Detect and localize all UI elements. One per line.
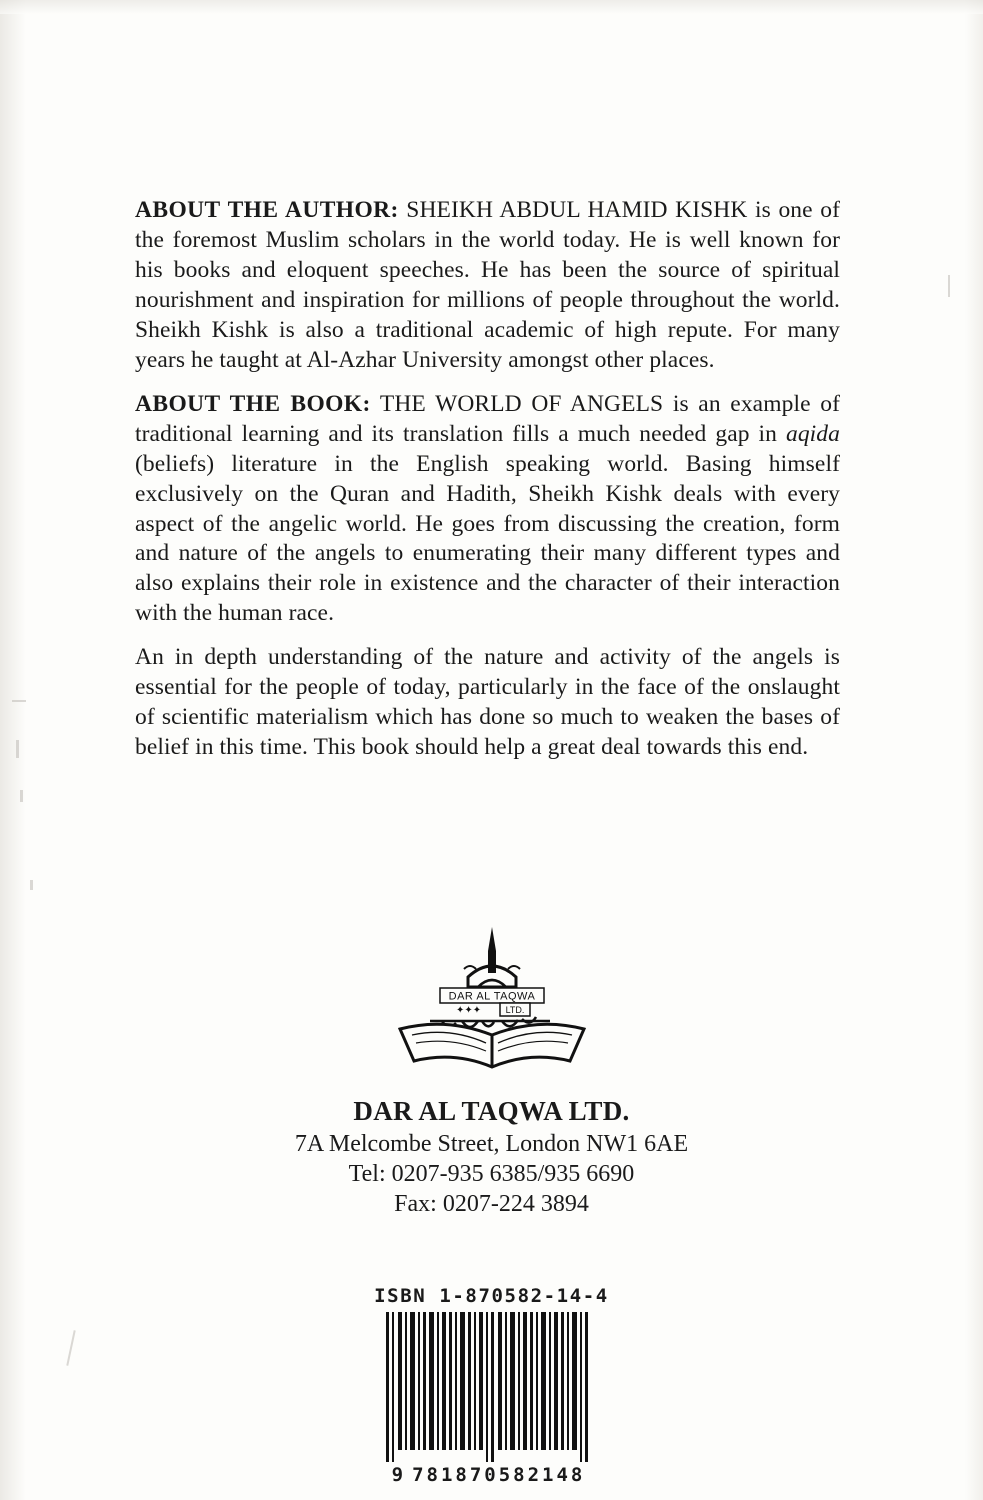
publisher-name: DAR AL TAQWA LTD. [353,1096,630,1126]
about-the-author-body: SHEIKH ABDUL HAMID KISHK is one of the foremost Muslim scholars in the world today. He is well known for his books and eloquent speeches. He has been the source of spiritual nourishment and inspiration for millions of people throughout the world. Sheikh Kishk is also a traditional academic of high repute. For many years he taught at Al-Azhar University amongst other places. [135,197,841,373]
publisher-logo-block [0,925,983,1075]
about-the-author-paragraph [135,196,840,376]
barcode-digits-main: 781870 [412,1464,499,1486]
svg-text:LTD.: LTD. [505,1005,524,1015]
svg-text:✦✦✦: ✦✦✦ [455,1005,481,1016]
barcode-icon [382,1312,602,1462]
about-the-author-label: ABOUT THE AUTHOR: [135,197,399,223]
closing-paragraph-body: An in depth understanding of the nature and activity of the angels is essential for the people of today, particularly in the face of the onslaught of scientific materialism which has done so much to weaken the bases of belief in this time. This book should help a great deal towards this end. [135,644,840,761]
closing-paragraph [135,643,840,763]
scan-speck [30,880,33,890]
scan-speck [12,700,26,702]
scan-speck [20,790,23,802]
back-cover-text [135,196,840,763]
about-the-book-label: ABOUT THE BOOK: [135,390,371,417]
about-the-book-body-before: THE WORLD OF ANGELS is an example of traditional learning and its translation fills a much needed gap in [135,390,840,447]
scan-edge-left [0,0,26,1500]
barcode-digits-tail: 582148 [498,1464,586,1486]
scan-speck [16,740,19,758]
dar-al-taqwa-logo-icon [382,925,602,1070]
scan-speck [948,275,950,297]
barcode-digits [0,1464,983,1486]
about-the-book-paragraph [135,390,840,630]
about-the-book-italic-term: aqida [785,420,840,447]
publisher-telephone: Tel: 0207-935 6385/935 6690 [348,1161,635,1188]
publisher-fax: Fax: 0207-224 3894 [394,1190,589,1217]
about-the-book-body-after: (beliefs) literature in the English speaking world. Basing himself exclusively on the Quran and Hadith, Sheikh Kishk deals with every aspect of the angelic world. He goes from discussing the creation, form and nature of the angels to enumerating their many different types and also explains their role in existence and the character of their interaction with the human race. [135,450,840,627]
scan-edge-right [965,0,983,1500]
barcode-digit-lead: 9 [391,1464,407,1486]
barcode-block [0,1285,983,1486]
publisher-address: 7A Melcombe Street, London NW1 6AE [294,1131,689,1158]
svg-text:DAR AL TAQWA: DAR AL TAQWA [448,990,535,1003]
isbn-label: ISBN 1-870582-14-4 [374,1285,609,1307]
publisher-details [0,1095,983,1220]
scan-edge-top [0,0,983,14]
